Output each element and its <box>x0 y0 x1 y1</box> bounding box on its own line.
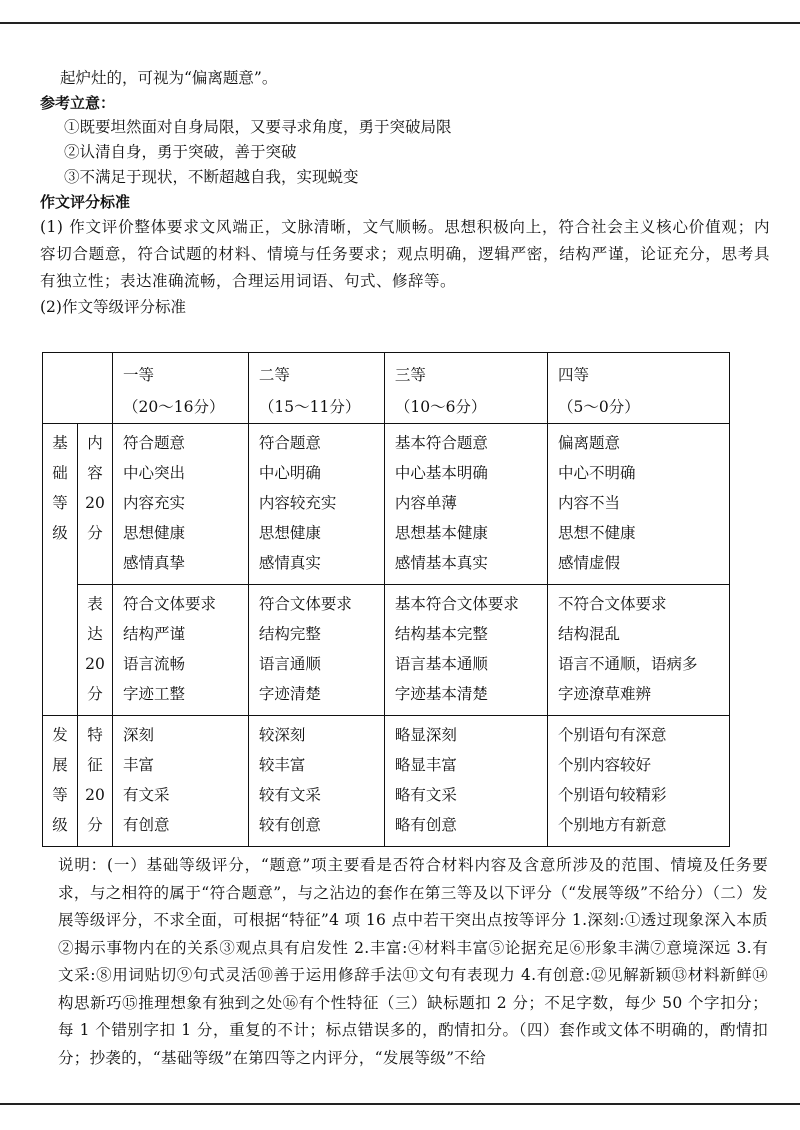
group-label-basic: 基 础 等 级 <box>43 424 78 716</box>
table-row-expression <box>43 585 730 716</box>
intro-line: 起炉灶的，可视为“偏离题意”。 <box>60 69 278 87</box>
reference-item-2: ②认清自身，勇于突破，善于突破 <box>64 143 297 161</box>
row-label-content: 内 容 20 分 <box>78 424 113 585</box>
grade-header-2 <box>248 353 384 424</box>
row-label-expression: 表 达 20 分 <box>78 585 113 716</box>
grading-table <box>42 352 730 847</box>
criteria-paragraph-2: (2)作文等级评分标准 <box>40 298 186 316</box>
table-cell: 基本符合文体要求 结构基本完整 语言基本通顺 字迹基本清楚 <box>384 585 547 716</box>
table-header-row <box>43 353 730 424</box>
reference-item-3: ③不满足于现状，不断超越自我，实现蜕变 <box>64 168 359 186</box>
group-label-development: 发 展 等 级 <box>43 716 78 847</box>
bottom-rule <box>0 1103 800 1105</box>
top-rule <box>0 22 800 24</box>
grade-name: 二等 <box>258 366 290 384</box>
table-cell: 深刻 丰富 有文采 有创意 <box>113 716 249 847</box>
table-cell: 个别语句有深意 个别内容较好 个别语句较精彩 个别地方有新意 <box>548 716 730 847</box>
table-cell: 符合文体要求 结构严谨 语言流畅 字迹工整 <box>113 585 249 716</box>
note-text: 说明：(一）基础等级评分，“题意”项主要看是否符合材料内容及含意所涉及的范围、情境及任务要求，与之相符的属于“符合题意”，与之沾边的套作在第三等及以下评分（“发展等级”不给分）（二）发展等级评分，不求全面，可根据“特征”4 项 16 点中若干突出点按等评分 1.深刻:①透过现象深入本质②揭示事物内在的关系③观点具有启发性 2.丰富:④材料丰富⑤论据充足⑥形象丰满⑦意境深远 3.有文采:⑧用词贴切⑨句式灵活⑩善于运用修辞手法⑪文句有表现力 4.有创意:⑫见解新颖⑬材料新鲜⑭构思新巧⑮推理想象有独到之处⑯有个性特征（三）缺标题扣 2 分；不足字数，每少 50 个字扣分；每 1 个错别字扣 1 分，重复的不计；标点错误多的，酌情扣分。（四）套作或文体不明确的，酌情扣分；抄袭的，“基础等级”在第四等之内评分，“发展等级”不给 <box>58 856 768 1067</box>
grade-range: （5～0分） <box>558 398 640 416</box>
table-cell: 略显深刻 略显丰富 略有文采 略有创意 <box>384 716 547 847</box>
table-corner <box>43 353 113 424</box>
grade-range: （20～16分） <box>123 398 225 416</box>
grade-header-1 <box>113 353 249 424</box>
grade-header-4 <box>548 353 730 424</box>
table-cell: 较深刻 较丰富 较有文采 较有创意 <box>248 716 384 847</box>
grade-header-3 <box>384 353 547 424</box>
grade-name: 一等 <box>123 366 155 384</box>
table-cell: 符合题意 中心突出 内容充实 思想健康 感情真挚 <box>113 424 249 585</box>
scoring-note <box>42 852 768 1072</box>
table-row-features <box>43 716 730 847</box>
reference-item-1: ①既要坦然面对自身局限，又要寻求角度，勇于突破局限 <box>64 118 452 136</box>
grade-name: 四等 <box>558 366 590 384</box>
table-cell: 符合题意 中心明确 内容较充实 思想健康 感情真实 <box>248 424 384 585</box>
row-label-features: 特 征 20 分 <box>78 716 113 847</box>
grade-range: （15～11分） <box>258 398 361 416</box>
table-row-content <box>43 424 730 585</box>
criteria-title: 作文评分标准 <box>40 193 131 211</box>
document-body <box>40 66 770 320</box>
table-cell: 偏离题意 中心不明确 内容不当 思想不健康 感情虚假 <box>548 424 730 585</box>
table-cell: 符合文体要求 结构完整 语言通顺 字迹清楚 <box>248 585 384 716</box>
criteria-paragraph-1: (1) 作文评价整体要求文风端正，文脉清晰，文气顺畅。思想积极向上，符合社会主义核心价值观；内容切合题意，符合试题的材料、情境与任务要求；观点明确，逻辑严密，结构严谨，论证充分，思考具有独立性；表达准确流畅，合理运用词语、句式、修辞等。 <box>40 218 770 290</box>
grade-range: （10～6分） <box>394 398 487 416</box>
table-cell: 不符合文体要求 结构混乱 语言不通顺，语病多 字迹潦草难辨 <box>548 585 730 716</box>
grade-name: 三等 <box>394 366 426 384</box>
reference-title: 参考立意： <box>40 94 116 112</box>
table-cell: 基本符合题意 中心基本明确 内容单薄 思想基本健康 感情基本真实 <box>384 424 547 585</box>
